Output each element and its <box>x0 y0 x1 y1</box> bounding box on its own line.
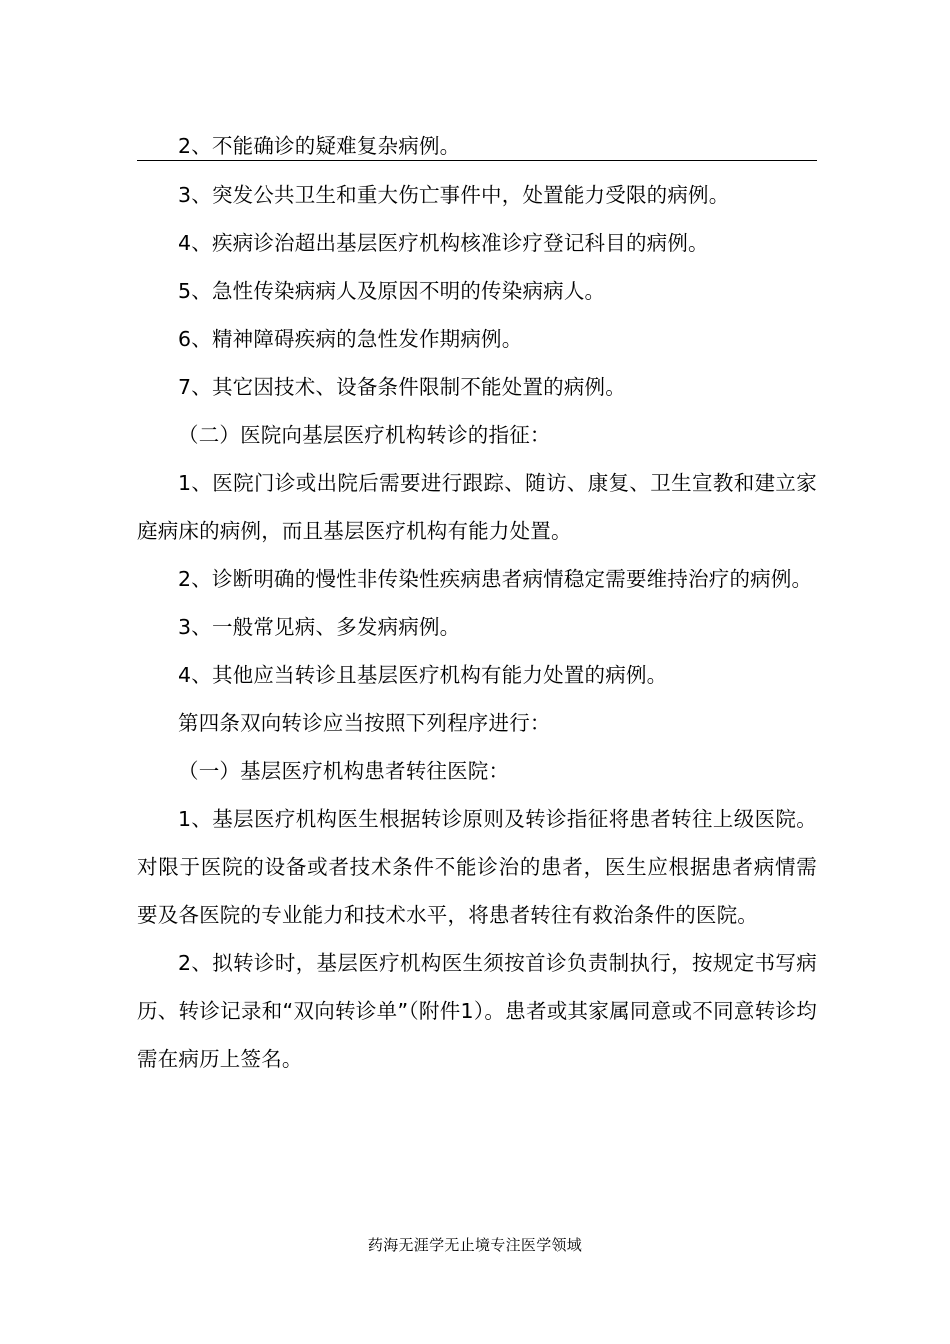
paragraph: 4、疾病诊治超出基层医疗机构核准诊疗登记科目的病例。 <box>178 231 709 255</box>
article-heading: 第四条双向转诊应当按照下列程序进行： <box>178 711 551 735</box>
paragraph: 5、急性传染病病人及原因不明的传染病病人。 <box>178 279 606 303</box>
paragraph: 1、医院门诊或出院后需要进行跟踪、随访、康复、卫生宣教和建立家庭病床的病例，而且基层医疗机构有能力处置。 <box>137 471 817 543</box>
paragraph: 2、诊断明确的慢性非传染性疾病患者病情稳定需要维持治疗的病例。 <box>178 567 813 591</box>
paragraph: 2、不能确诊的疑难复杂病例。 <box>178 134 461 158</box>
section-heading: （二）医院向基层医疗机构转诊的指征： <box>178 423 551 447</box>
paragraph: 1、基层医疗机构医生根据转诊原则及转诊指征将患者转往上级医院。对限于医院的设备或者技术条件不能诊治的患者，医生应根据患者病情需要及各医院的专业能力和技术水平，将患者转往有救治条件的医院。 <box>137 807 817 927</box>
section-heading: （一）基层医疗机构患者转往医院： <box>178 759 510 783</box>
page-footer: 药海无涯学无止境专注医学领域 <box>367 1236 583 1254</box>
paragraph: 4、其他应当转诊且基层医疗机构有能力处置的病例。 <box>178 663 668 687</box>
paragraph: 6、精神障碍疾病的急性发作期病例。 <box>178 327 523 351</box>
paragraph: 3、突发公共卫生和重大伤亡事件中，处置能力受限的病例。 <box>178 183 730 207</box>
document-body <box>137 122 817 1083</box>
paragraph: 2、拟转诊时，基层医疗机构医生须按首诊负责制执行，按规定书写病历、转诊记录和“双向转诊单”（附件1）。患者或其家属同意或不同意转诊均需在病历上签名。 <box>137 951 817 1071</box>
paragraph: 3、一般常见病、多发病病例。 <box>178 615 461 639</box>
paragraph: 7、其它因技术、设备条件限制不能处置的病例。 <box>178 375 626 399</box>
